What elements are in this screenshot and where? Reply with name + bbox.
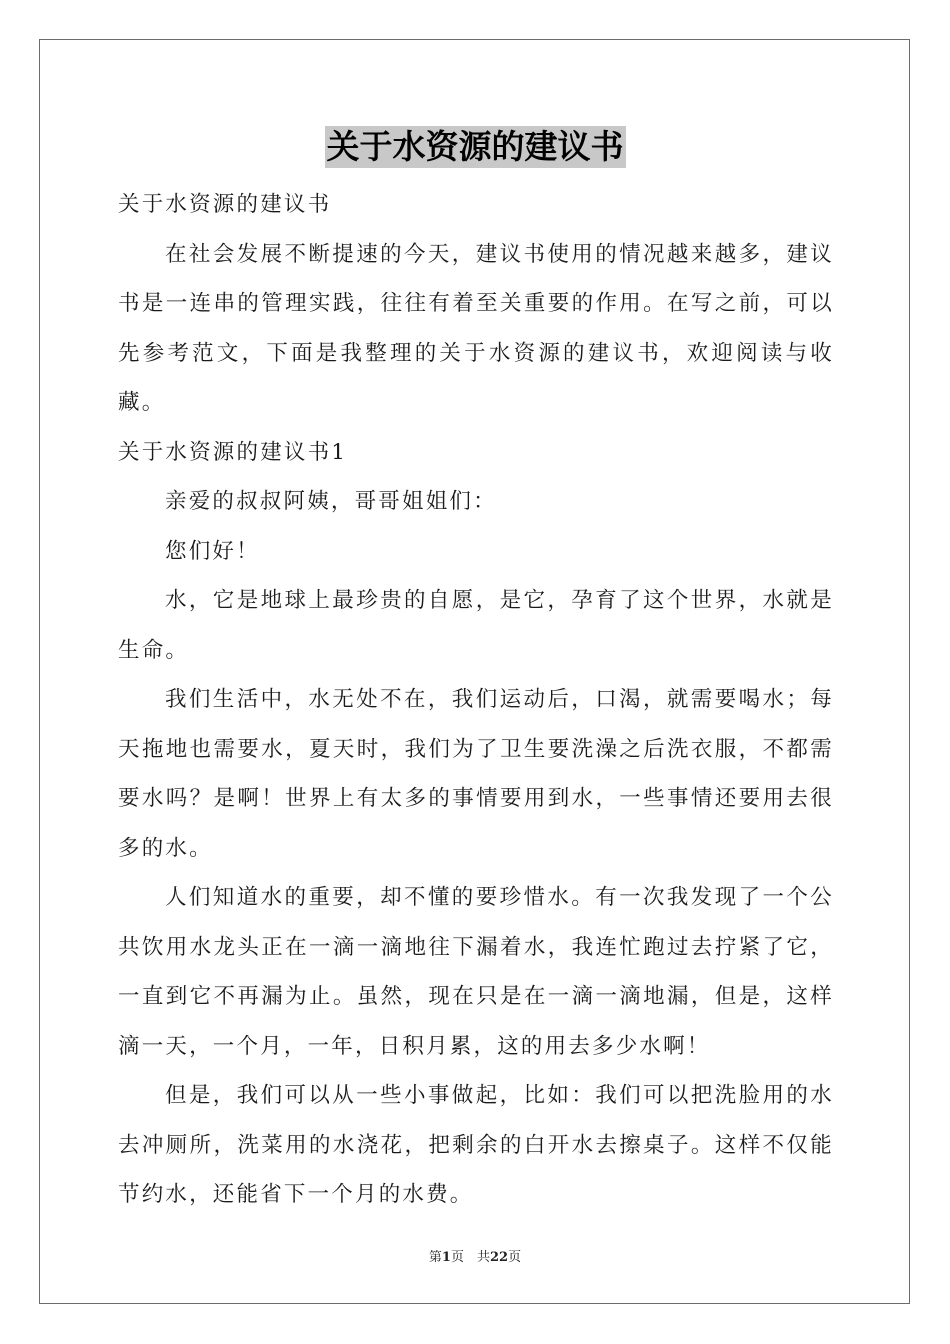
paragraph: 但是，我们可以从一些小事做起，比如：我们可以把洗脸用的水去冲厕所，洗菜用的水浇花，把剩余的白开水去擦桌子。这样不仅能节约水，还能省下一个月的水费。 <box>118 1083 834 1207</box>
page-footer <box>0 1246 950 1265</box>
total-page-count: 22 <box>489 1250 509 1265</box>
section-heading: 关于水资源的建议书1 <box>118 439 348 465</box>
paragraph: 关于水资源的建议书 <box>118 192 332 217</box>
footer-prefix: 第 <box>428 1250 442 1265</box>
document-body <box>118 180 834 1220</box>
paragraph: 在社会发展不断提速的今天，建议书使用的情况越来越多，建议书是一连串的管理实践，往往有着至关重要的作用。在写之前，可以先参考范文，下面是我整理的关于水资源的建议书，欢迎阅读与收藏。 <box>118 241 834 415</box>
paragraph: 我们生活中，水无处不在，我们运动后，口渴，就需要喝水；每天拖地也需要水，夏天时，我们为了卫生要洗澡之后洗衣服，不都需要水吗？是啊！世界上有太多的事情要用到水，一些事情还要用去很多的水。 <box>118 687 834 861</box>
paragraph: 亲爱的叔叔阿姨，哥哥姐姐们： <box>165 489 497 514</box>
footer-suffix: 页 <box>508 1250 522 1265</box>
paragraph: 您们好！ <box>165 538 260 564</box>
document-title: 关于水资源的建议书 <box>326 127 624 166</box>
current-page-number: 1 <box>441 1250 451 1265</box>
paragraph: 人们知道水的重要，却不懂的要珍惜水。有一次我发现了一个公共饮用水龙头正在一滴一滴地往下漏着水，我连忙跑过去拧紧了它，一直到它不再漏为止。虽然，现在只是在一滴一滴地漏，但是，这样滴一天，一个月，一年，日积月累，这的用去多少水啊！ <box>118 885 834 1059</box>
paragraph: 水，它是地球上最珍贵的自愿，是它，孕育了这个世界，水就是生命。 <box>118 588 834 663</box>
title-container <box>0 126 950 168</box>
footer-middle: 页 共 <box>450 1250 490 1265</box>
